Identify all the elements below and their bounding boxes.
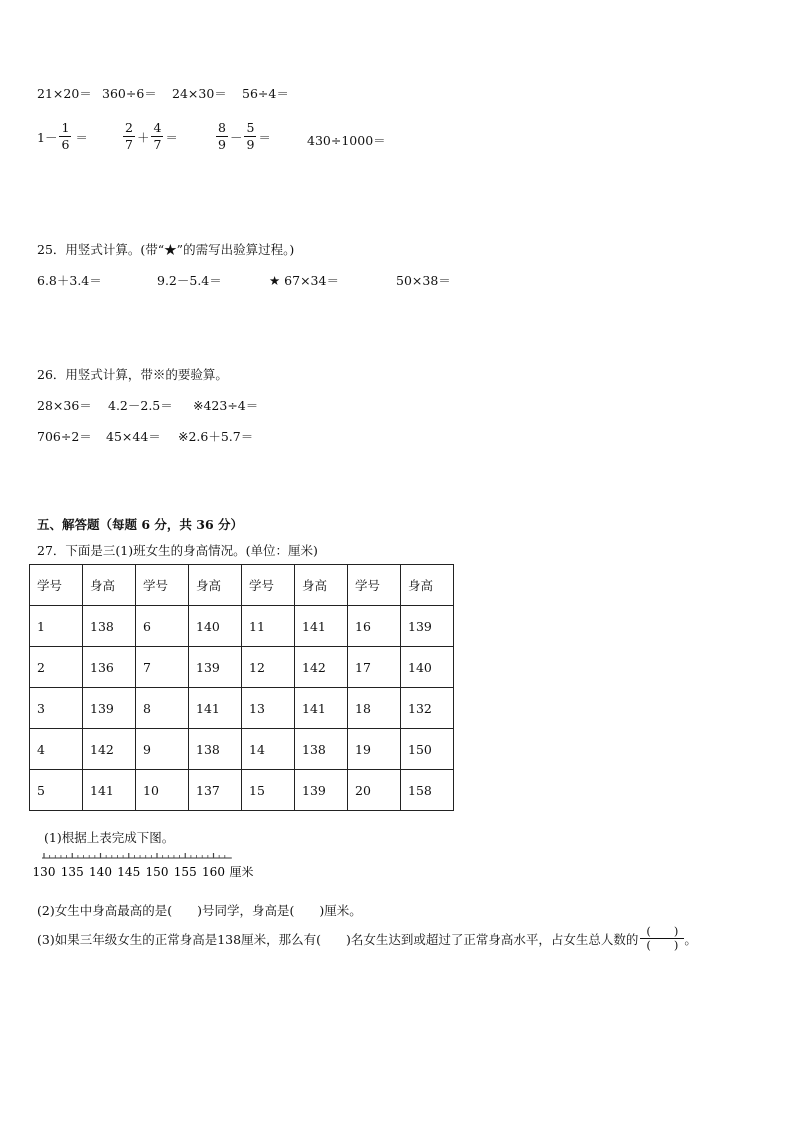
table-row xyxy=(30,770,454,811)
table-cell: 8 xyxy=(136,688,189,729)
table-cell: 13 xyxy=(242,688,295,729)
sub-question-3 xyxy=(37,925,697,952)
table-header-cell: 学号 xyxy=(242,565,295,606)
fraction xyxy=(244,120,256,153)
operator: ＋ xyxy=(136,129,150,145)
table-cell: 7 xyxy=(136,647,189,688)
table-cell: 141 xyxy=(295,606,348,647)
table-cell: 19 xyxy=(348,729,401,770)
q25-expr: ★ 67×34＝ xyxy=(269,273,339,288)
table-cell: 3 xyxy=(30,688,83,729)
question-27-heading: 27．下面是三(1)班女生的身高情况。(单位：厘米) xyxy=(37,543,318,558)
expr-lead: 1－ xyxy=(37,129,58,145)
fraction xyxy=(216,120,228,153)
height-axis xyxy=(32,848,458,888)
table-cell: 141 xyxy=(189,688,242,729)
table-header-cell: 身高 xyxy=(401,565,454,606)
mental-expr: 430÷1000＝ xyxy=(307,133,386,148)
table-header-row xyxy=(30,565,454,606)
table-cell: 18 xyxy=(348,688,401,729)
fraction-numerator: 4 xyxy=(153,120,162,135)
table-cell: 10 xyxy=(136,770,189,811)
table-row xyxy=(30,647,454,688)
answer-fraction-numerator: ( ) xyxy=(640,925,684,939)
fraction-expr-3 xyxy=(214,120,271,153)
table-header-cell: 学号 xyxy=(348,565,401,606)
equals-sign: ＝ xyxy=(165,129,178,145)
fraction-numerator: 5 xyxy=(246,120,255,135)
operator: － xyxy=(229,129,243,145)
axis-tick-label: 140 xyxy=(89,865,112,879)
table-header-cell: 身高 xyxy=(83,565,136,606)
table-cell: 141 xyxy=(83,770,136,811)
table-cell: 139 xyxy=(401,606,454,647)
table-cell: 132 xyxy=(401,688,454,729)
fraction-numerator: 8 xyxy=(218,120,226,135)
table-cell: 12 xyxy=(242,647,295,688)
table-cell: 15 xyxy=(242,770,295,811)
table-cell: 142 xyxy=(295,647,348,688)
table-cell: 140 xyxy=(189,606,242,647)
table-cell: 9 xyxy=(136,729,189,770)
mental-expr: 56÷4＝ xyxy=(242,86,289,101)
fraction-denominator: 7 xyxy=(125,137,133,152)
axis-tick-label: 145 xyxy=(117,865,141,879)
axis-unit-label: 厘米 xyxy=(229,865,254,879)
table-cell: 2 xyxy=(30,647,83,688)
table-header-cell: 学号 xyxy=(30,565,83,606)
sentence-end: 。 xyxy=(684,931,697,947)
axis-tick-label: 155 xyxy=(173,865,197,879)
fraction xyxy=(123,120,135,153)
sub-question-1: (1)根据上表完成下图。 xyxy=(44,830,175,845)
axis-tick-label: 150 xyxy=(145,865,169,879)
table-cell: 5 xyxy=(30,770,83,811)
table-cell: 142 xyxy=(83,729,136,770)
table-cell: 140 xyxy=(401,647,454,688)
table-row xyxy=(30,688,454,729)
question-25-heading: 25．用竖式计算。(带“★”的需写出验算过程。) xyxy=(37,242,295,257)
fraction-denominator: 9 xyxy=(246,137,255,152)
q25-expr: 9.2－5.4＝ xyxy=(157,273,222,288)
section-5-heading: 五、解答题（每题 6 分，共 36 分） xyxy=(37,517,244,532)
table-cell: 138 xyxy=(83,606,136,647)
table-header-cell: 学号 xyxy=(136,565,189,606)
q26-expr: ※423÷4＝ xyxy=(193,398,259,413)
table-cell: 141 xyxy=(295,688,348,729)
equals-sign: ＝ xyxy=(258,129,271,145)
q26-expr: 4.2－2.5＝ xyxy=(108,398,173,413)
mental-expr: 21×20＝ xyxy=(37,86,92,101)
question-26-heading: 26．用竖式计算，带※的要验算。 xyxy=(37,367,228,382)
q26-expr: 706÷2＝ xyxy=(37,429,92,444)
q26-expr: ※2.6＋5.7＝ xyxy=(178,429,254,444)
sub-question-2: (2)女生中身高最高的是( )号同学，身高是( )厘米。 xyxy=(37,903,362,918)
table-cell: 139 xyxy=(295,770,348,811)
fraction-denominator: 7 xyxy=(153,137,162,152)
fraction-denominator: 9 xyxy=(218,137,226,152)
table-header-cell: 身高 xyxy=(189,565,242,606)
fraction xyxy=(59,120,71,153)
table-cell: 158 xyxy=(401,770,454,811)
table-cell: 1 xyxy=(30,606,83,647)
table-cell: 16 xyxy=(348,606,401,647)
table-cell: 136 xyxy=(83,647,136,688)
table-cell: 17 xyxy=(348,647,401,688)
axis-tick-label: 135 xyxy=(60,865,84,879)
answer-fraction xyxy=(640,925,684,952)
q25-expr: 50×38＝ xyxy=(396,273,451,288)
equals-sign: ＝ xyxy=(75,129,88,145)
answer-fraction-denominator: ( ) xyxy=(646,938,679,952)
q26-expr: 45×44＝ xyxy=(106,429,161,444)
table-row xyxy=(30,606,454,647)
fraction-expr-2 xyxy=(121,120,178,153)
sub-question-3-text: (3)如果三年级女生的正常身高是138厘米，那么有( )名女生达到或超过了正常身高水平，占女生总人数的 xyxy=(37,931,639,947)
mental-expr: 360÷6＝ xyxy=(102,86,157,101)
q26-expr: 28×36＝ xyxy=(37,398,92,413)
table-cell: 138 xyxy=(189,729,242,770)
table-cell: 137 xyxy=(189,770,242,811)
table-cell: 139 xyxy=(189,647,242,688)
table-cell: 139 xyxy=(83,688,136,729)
fraction-numerator: 2 xyxy=(125,120,133,135)
table-cell: 150 xyxy=(401,729,454,770)
q25-expr: 6.8＋3.4＝ xyxy=(37,273,102,288)
axis-tick-label: 130 xyxy=(32,865,56,879)
table-cell: 11 xyxy=(242,606,295,647)
table-cell: 4 xyxy=(30,729,83,770)
table-cell: 14 xyxy=(242,729,295,770)
fraction-numerator: 1 xyxy=(61,120,70,135)
table-row xyxy=(30,729,454,770)
axis-tick-label: 160 xyxy=(202,865,225,879)
fraction-expr-1 xyxy=(37,120,88,153)
table-cell: 20 xyxy=(348,770,401,811)
table-cell: 6 xyxy=(136,606,189,647)
table-cell: 138 xyxy=(295,729,348,770)
fraction xyxy=(151,120,163,153)
fraction-denominator: 6 xyxy=(61,137,70,152)
mental-expr: 24×30＝ xyxy=(172,86,227,101)
height-table xyxy=(29,564,454,811)
table-header-cell: 身高 xyxy=(295,565,348,606)
